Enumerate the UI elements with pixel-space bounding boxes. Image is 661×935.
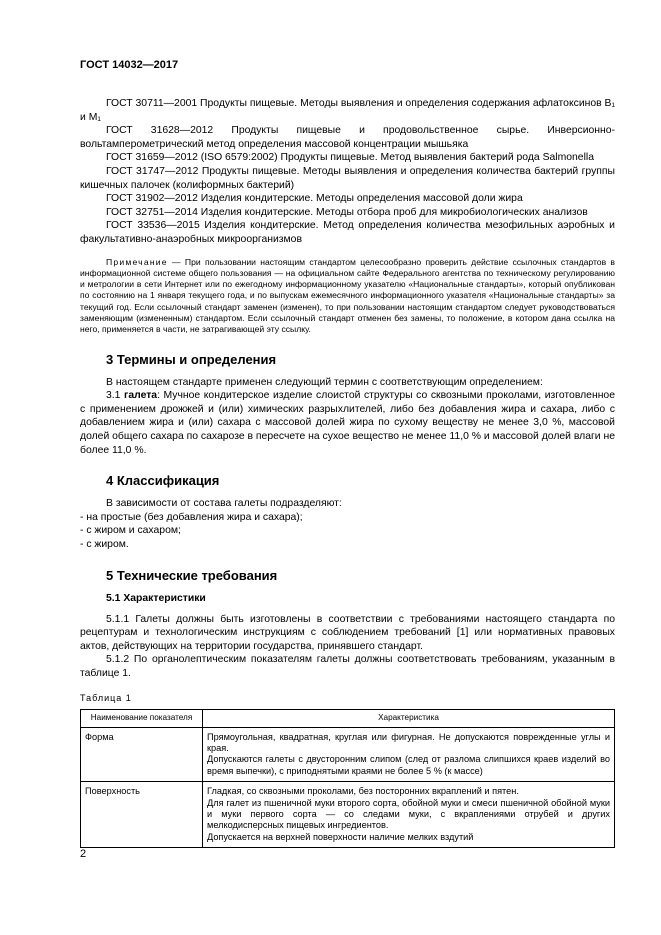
section-3-intro: В настоящем стандарте применен следующий термин с соответствующим определением: xyxy=(106,376,543,388)
term-definition xyxy=(80,389,615,457)
indicator-name: Поверхность xyxy=(81,782,203,848)
page-content xyxy=(80,97,615,848)
reference-item: ГОСТ 33536—2015 Изделия кондитерские. Метод определения количества мезофильных аэробных и факультативно-анаэробных микроорганизмов xyxy=(80,220,615,245)
table-row xyxy=(81,782,615,848)
reference-item: ГОСТ 32751—2014 Изделия кондитерские. Методы отбора проб для микробиологических анализов xyxy=(106,206,588,218)
column-header: Наименование показателя xyxy=(81,709,203,727)
note-label: Примечание xyxy=(106,256,168,267)
document-code: ГОСТ 14032—2017 xyxy=(80,59,179,71)
column-header: Характеристика xyxy=(203,709,615,727)
reference-item: ГОСТ 31902—2012 Изделия кондитерские. Методы определения массовой доли жира xyxy=(106,193,523,205)
characteristic-line: Прямоугольная, квадратная, круглая или фигурная. Не допускаются поврежденные углы и края. xyxy=(207,731,610,753)
section-4-body xyxy=(80,497,615,551)
list-item: - на простые (без добавления жира и сахара); xyxy=(80,511,303,523)
list-item: - с жиром. xyxy=(80,538,129,550)
term-name: галета xyxy=(124,390,158,402)
reference-item: ГОСТ 31747—2012 Продукты пищевые. Методы выявления и определения количества бактерий группы кишечных палочек (колиформных бактерий) xyxy=(80,165,615,191)
characteristic-cell xyxy=(203,782,615,848)
characteristic-line: Для галет из пшеничной муки второго сорта, обойной муки и смеси пшеничной обойной муки и муки первого сорта — со следами муки, с вкраплениями отрубей и других мелкодисперсных пищевых ингредиентов. xyxy=(207,797,610,831)
normative-references xyxy=(80,97,615,247)
note-paragraph xyxy=(80,257,615,336)
paragraph-5-1-1: 5.1.1 Галеты должны быть изготовлены в соответствии с требованиями настоящего стандарта по рецептурам и технологическим инструкциям с соблюдением требований [1] или нормативных правовых актов, действующих на территории государства, принявшего стандарт. xyxy=(80,613,615,652)
organoleptic-table xyxy=(80,709,615,849)
characteristic-line: Допускаются галеты с двусторонним слипом (след от разлома слипшихся краев изделий во время выпечки), с приподнятыми краями не более 5 % (к массе) xyxy=(207,754,610,776)
reference-item: ГОСТ 31628—2012 Продукты пищевые и продовольственное сырье. Инверсионно-вольтамперометрический метод определения массовой концентрации мышьяка xyxy=(80,125,615,150)
section-3-body xyxy=(80,376,615,458)
reference-item: ГОСТ 31659—2012 (ISO 6579:2002) Продукты пищевые. Метод выявления бактерий рода Salmonella xyxy=(106,152,594,164)
page-number: 2 xyxy=(80,848,87,860)
reference-item: ГОСТ 30711—2001 Продукты пищевые. Методы выявления и определения содержания афлатоксинов B₁ и M₁ xyxy=(80,98,615,123)
table-header-row xyxy=(81,709,615,727)
note-text: — При пользовании настоящим стандартом целесообразно проверить действие ссылочных стандартов в информационной системе общего пользования — на официальном сайте Федерального агентства по техническому регулированию и метрологии в сети Интернет или по ежегодному информационному указателю «Национальные стандарты», который опубликован по состоянию на 1 января текущего года, и по выпускам ежемесячного информационного указателя «Национальные стандарты» за текущий год. Если ссылочный стандарт заменен (изменен), то при пользовании настоящим стандартом следует руководствоваться заменяющим (измененным) стандартом. Если ссылочный стандарт отменен без замены, то положение, в котором дана ссылка на него, применяется в части, не затрагивающей эту ссылку. xyxy=(80,256,615,335)
section-5-title: 5 Технические требования xyxy=(106,567,278,583)
section-5-1-title: 5.1 Характеристики xyxy=(106,592,206,604)
indicator-name: Форма xyxy=(81,727,203,782)
section-4-title: 4 Классификация xyxy=(106,473,220,489)
section-3-title: 3 Термины и определения xyxy=(106,351,277,367)
table-caption: Таблица 1 xyxy=(80,692,132,703)
term-number: 3.1 xyxy=(106,390,124,402)
characteristic-line: Допускается на верхней поверхности наличие мелких вздутий xyxy=(207,831,474,842)
characteristic-line: Гладкая, со сквозными проколами, без посторонних вкраплений и пятен. xyxy=(207,786,519,797)
section-5-body xyxy=(80,613,615,681)
term-text: : Мучное кондитерское изделие слоистой структуры со сквозными проколами, изготовленное с применением дрожжей и (или) химических разрыхлителей, либо без добавления жира и сахара, либо с добавлением жира и (или) сахара с массовой долей жира по сухому веществу не менее 3,0 %, массовой долей общего сахара по сахарозе в пересчете на сухое вещество не менее 11,0 % и массовой долей влаги не более 11,0 %. xyxy=(80,390,615,456)
paragraph-5-1-2: 5.1.2 По органолептическим показателям галеты должны соответствовать требованиям, указанным в таблице 1. xyxy=(80,654,615,679)
list-item: - с жиром и сахаром; xyxy=(80,525,181,537)
section-4-intro: В зависимости от состава галеты подразделяют: xyxy=(106,498,342,510)
characteristic-cell xyxy=(203,727,615,782)
table-row xyxy=(81,727,615,782)
